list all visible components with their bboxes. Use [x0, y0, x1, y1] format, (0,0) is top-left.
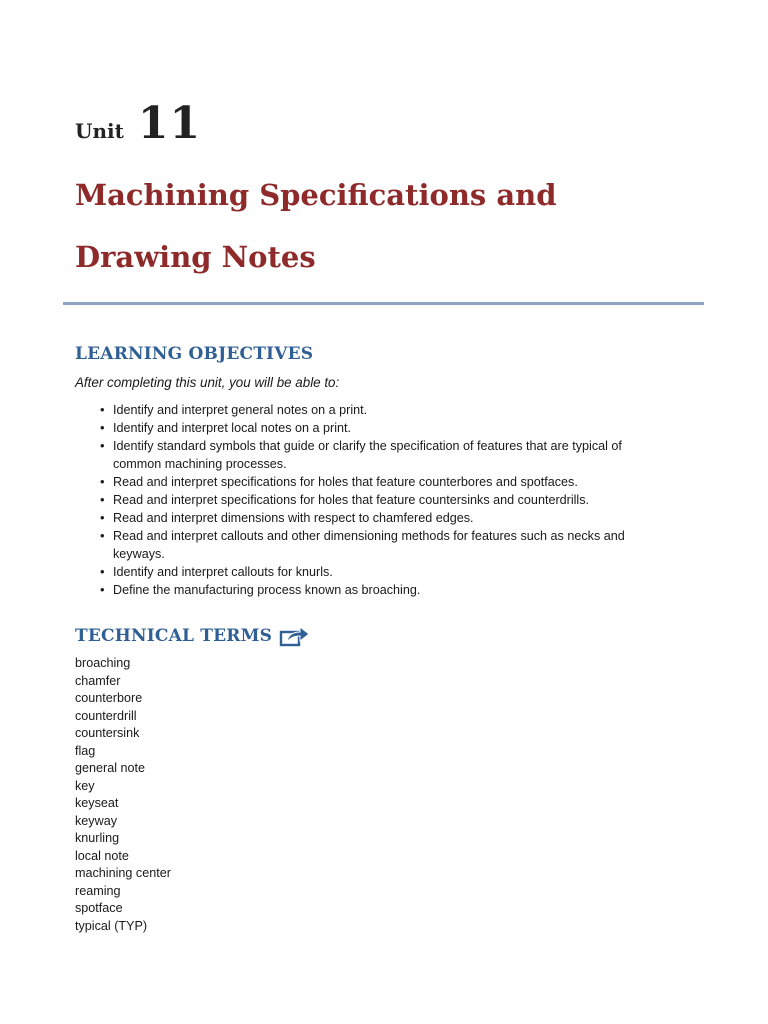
unit-heading — [75, 98, 201, 149]
term-item: key — [75, 778, 95, 793]
term-item: general note — [75, 761, 146, 775]
unit-label: Unit — [75, 119, 124, 143]
chapter-title-line: Drawing Notes — [75, 240, 316, 274]
share-arrow-icon[interactable] — [279, 624, 311, 648]
term-item: chamfer — [75, 673, 121, 688]
objectives-list — [113, 401, 673, 599]
objective-item: • Read and interpret callouts and other dimensioning methods for features such as necks and keyways. — [113, 527, 673, 563]
term-item: countersink — [75, 726, 140, 740]
term-item: local note — [75, 848, 129, 863]
objective-item: • Read and interpret dimensions with respect to chamfered edges. — [113, 509, 673, 527]
learning-objectives-heading — [75, 344, 313, 364]
term-item: counterdrill — [75, 708, 137, 723]
objective-item: • Read and interpret specifications for holes that feature counterbores and spotfaces. — [113, 473, 673, 491]
objective-item: • Identify and interpret local notes on a print. — [113, 419, 673, 437]
technical-terms-heading-text: TECHNICAL TERMS — [75, 626, 273, 646]
chapter-title — [75, 164, 695, 288]
term-item: knurling — [75, 831, 120, 845]
term-item: flag — [75, 743, 96, 758]
term-item: spotface — [75, 901, 123, 915]
term-item: broaching — [75, 656, 131, 670]
unit-number: 11 — [137, 98, 202, 149]
term-item: counterbore — [75, 691, 143, 705]
objective-item: • Read and interpret specifications for holes that feature countersinks and counterdrills. — [113, 491, 673, 509]
term-item: typical (TYP) — [75, 918, 148, 933]
objectives-intro: After completing this unit, you will be able to: — [75, 375, 340, 390]
technical-terms-list — [75, 655, 171, 935]
objective-item: • Define the manufacturing process known as broaching. — [113, 581, 673, 599]
technical-terms-heading — [75, 624, 311, 648]
objective-item: • Identify standard symbols that guide or clarify the specification of features that are typical of common machining processes. — [113, 437, 673, 473]
term-item: keyseat — [75, 796, 119, 810]
section-divider — [63, 302, 704, 305]
chapter-title-line: Machining Specifications and — [75, 178, 557, 212]
learning-objectives-heading-text: LEARNING OBJECTIVES — [75, 344, 314, 364]
objective-item: • Identify and interpret callouts for knurls. — [113, 563, 673, 581]
term-item: machining center — [75, 866, 171, 880]
term-item: keyway — [75, 813, 117, 828]
objective-item: • Identify and interpret general notes on a print. — [113, 401, 673, 419]
term-item: reaming — [75, 883, 121, 898]
